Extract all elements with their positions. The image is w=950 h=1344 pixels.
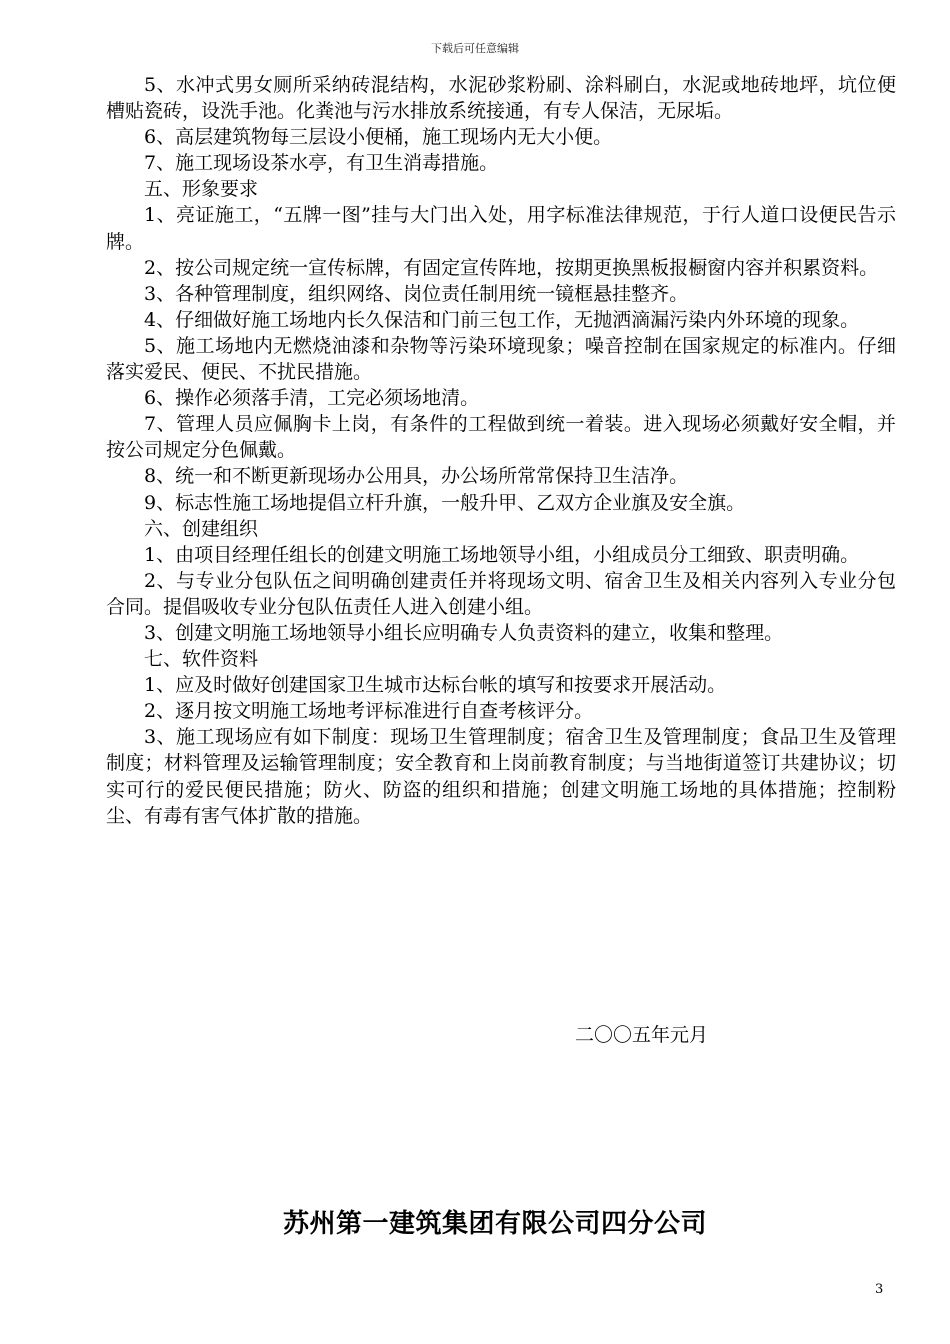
- document-body: [106, 72, 896, 829]
- paragraph: 3、创建文明施工场地领导小组长应明确专人负责资料的建立，收集和整理。: [144, 621, 784, 644]
- section-heading: 六、创建组织: [144, 517, 259, 540]
- paragraph: 3、各种管理制度，组织网络、岗位责任制用统一镜框悬挂整齐。: [144, 282, 689, 305]
- paragraph: 6、高层建筑物每三层设小便桶，施工现场内无大小便。: [144, 126, 613, 149]
- paragraph: 4、仔细做好施工场地内长久保洁和门前三包工作，无抛洒滴漏污染内外环境的现象。: [144, 308, 860, 331]
- paragraph: 9、标志性施工场地提倡立杆升旗，一般升甲、乙双方企业旗及安全旗。: [144, 491, 746, 514]
- paragraph: 2、与专业分包队伍之间明确创建责任并将现场文明、宿舍卫生及相关内容列入专业分包合同。提倡吸收专业分包队伍责任人进入创建小组。: [106, 569, 896, 618]
- header-note: 下载后可任意编辑: [431, 42, 519, 55]
- paragraph: 1、由项目经理任组长的创建文明施工场地领导小组，小组成员分工细致、职责明确。: [144, 543, 860, 566]
- paragraph: 1、应及时做好创建国家卫生城市达标台帐的填写和按要求开展活动。: [144, 674, 727, 697]
- paragraph: 5、施工场地内无燃烧油漆和杂物等污染环境现象；噪音控制在国家规定的标准内。仔细落实爱民、便民、不扰民措施。: [106, 334, 896, 384]
- paragraph: 1、亮证施工，“五牌一图”挂与大门出入处，用字标准法律规范，于行人道口设便民告示牌。: [106, 204, 896, 253]
- paragraph: 6、操作必须落手清，工完必须场地清。: [144, 387, 480, 410]
- paragraph: 5、水冲式男女厕所采纳砖混结构，水泥砂浆粉刷、涂料刷白，水泥或地砖地坪，坑位便槽贴瓷砖，设洗手池。化粪池与污水排放系统接通，有专人保洁，无尿垢。: [106, 74, 896, 123]
- paragraph: 7、施工现场设茶水亭，有卫生消毒措施。: [144, 152, 499, 175]
- section-heading: 五、形象要求: [144, 178, 259, 201]
- section-heading: 七、软件资料: [144, 648, 259, 671]
- document-date: 二〇〇五年元月: [575, 1024, 709, 1046]
- paragraph: 2、逐月按文明施工场地考评标准进行自查考核评分。: [144, 700, 594, 723]
- paragraph: 3、施工现场应有如下制度：现场卫生管理制度；宿舍卫生及管理制度；食品卫生及管理制度；材料管理及运输管理制度；安全教育和上岗前教育制度；与当地街道签订共建协议；切实可行的爱民便民措施；防火、防盗的组织和措施；创建文明施工场地的具体措施；控制粉尘、有毒有害气体扩散的措施。: [106, 726, 896, 827]
- paragraph: 7、管理人员应佩胸卡上岗，有条件的工程做到统一着装。进入现场必须戴好安全帽，并按公司规定分色佩戴。: [106, 413, 896, 462]
- page-number: 3: [875, 1282, 884, 1297]
- company-name: 苏州第一建筑集团有限公司四分公司: [282, 1209, 707, 1239]
- paragraph: 2、按公司规定统一宣传标牌，有固定宣传阵地，按期更换黑板报橱窗内容并积累资料。: [144, 256, 879, 279]
- paragraph: 8、统一和不断更新现场办公用具，办公场所常常保持卫生洁净。: [144, 465, 689, 488]
